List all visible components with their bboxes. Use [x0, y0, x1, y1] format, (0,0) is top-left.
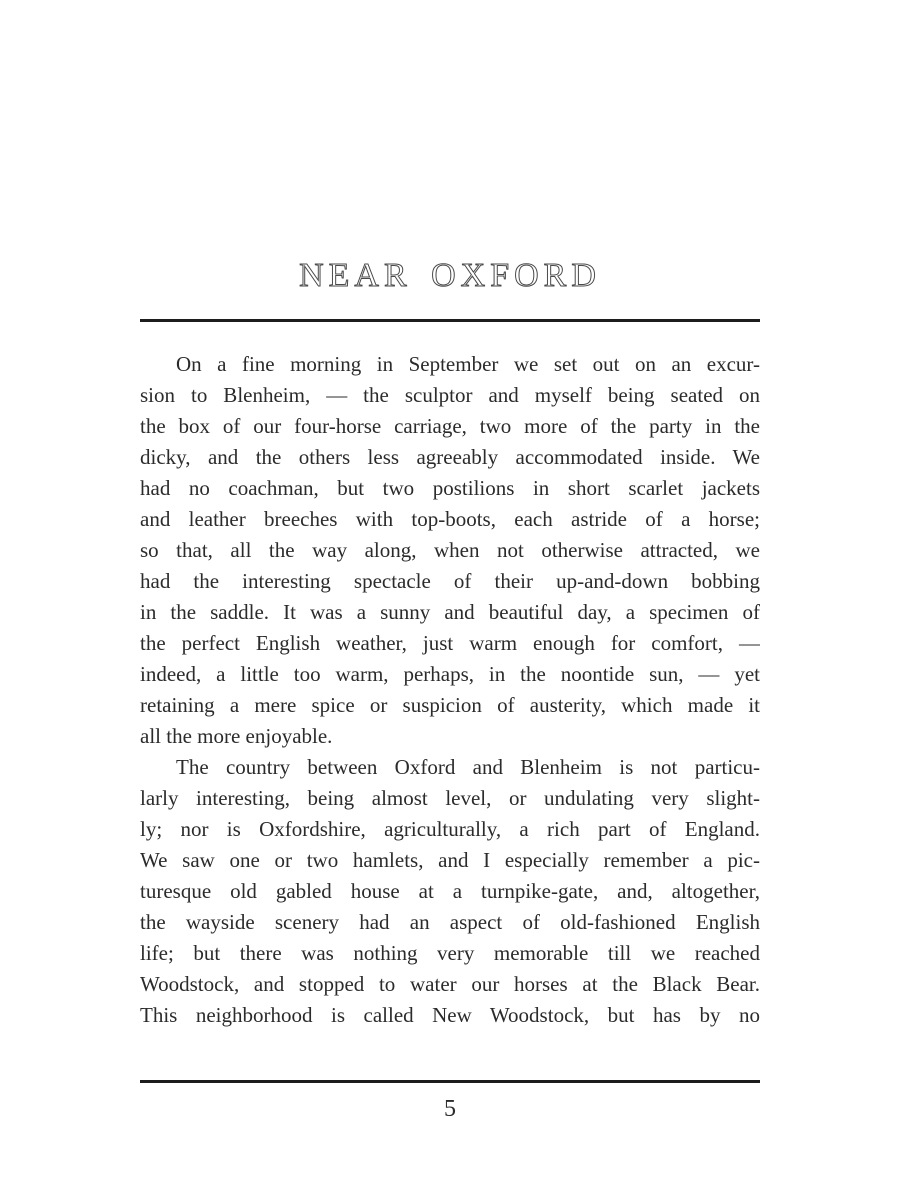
- chapter-title: NEAR OXFORD: [299, 257, 601, 294]
- text-line: larly interesting, being almost level, or undulating very slight-: [140, 786, 760, 810]
- page-number: 5: [444, 1096, 456, 1122]
- text-line: the wayside scenery had an aspect of old-fashioned English: [140, 910, 760, 934]
- text-line: in the saddle. It was a sunny and beautiful day, a specimen of: [140, 600, 760, 624]
- text-line: turesque old gabled house at a turnpike-gate, and, altogether,: [140, 879, 760, 903]
- text-line: life; but there was nothing very memorable till we reached: [140, 941, 760, 965]
- text-line: all the more enjoyable.: [140, 724, 333, 748]
- text-line: had the interesting spectacle of their up-and-down bobbing: [140, 569, 760, 593]
- text-line: This neighborhood is called New Woodstock, but has by no: [140, 1003, 760, 1027]
- body-text: [140, 349, 760, 1031]
- text-line: indeed, a little too warm, perhaps, in the noontide sun, — yet: [140, 662, 760, 686]
- text-line: The country between Oxford and Blenheim is not particu-: [176, 755, 760, 779]
- text-line: and leather breeches with top-boots, each astride of a horse;: [140, 507, 760, 531]
- text-line: dicky, and the others less agreeably accommodated inside. We: [140, 445, 760, 469]
- text-line: On a fine morning in September we set out on an excur-: [176, 352, 760, 376]
- text-line: retaining a mere spice or suspicion of austerity, which made it: [140, 693, 760, 717]
- paragraph-1: [140, 349, 760, 752]
- footer-divider-rule: [140, 1080, 760, 1083]
- text-line: Woodstock, and stopped to water our horses at the Black Bear.: [140, 972, 760, 996]
- text-line: We saw one or two hamlets, and I especially remember a pic-: [140, 848, 760, 872]
- text-line: the perfect English weather, just warm enough for comfort, —: [140, 631, 760, 655]
- text-line: the box of our four-horse carriage, two more of the party in the: [140, 414, 760, 438]
- paragraph-2: [140, 752, 760, 1031]
- text-line: ly; nor is Oxfordshire, agriculturally, a rich part of England.: [140, 817, 760, 841]
- text-line: sion to Blenheim, — the sculptor and myself being seated on: [140, 383, 760, 407]
- text-line: so that, all the way along, when not otherwise attracted, we: [140, 538, 760, 562]
- text-line: had no coachman, but two postilions in short scarlet jackets: [140, 476, 760, 500]
- title-divider-rule: [140, 319, 760, 322]
